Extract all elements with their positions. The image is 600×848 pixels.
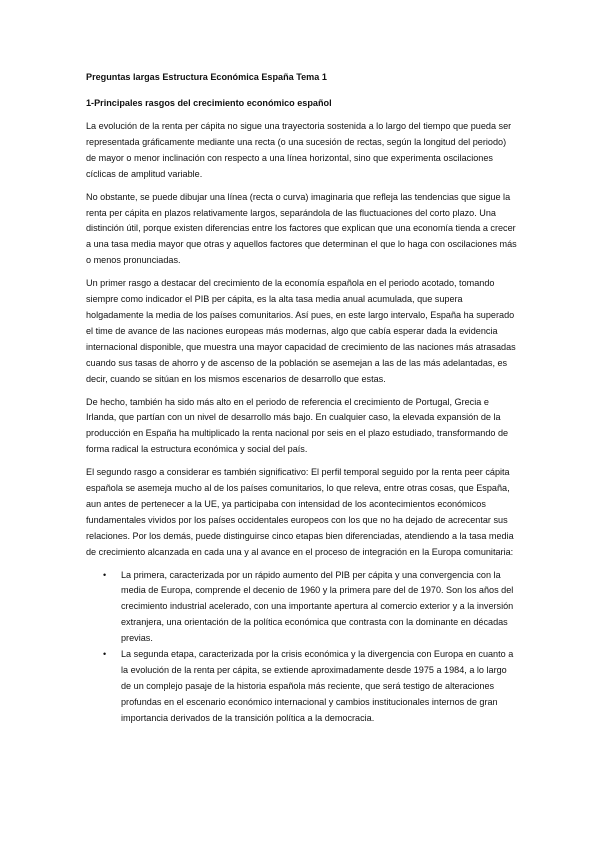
paragraph-1: La evolución de la renta per cápita no sigue una trayectoria sostenida a lo largo del tiempo que pueda ser representada gráficamente mediante una recta (o una sucesión de rectas, según la longitud del periodo) de mayor o menor inclinación con respecto a una línea horizontal, sino que experimenta oscilaciones cíclicas de amplitud variable. (86, 121, 512, 179)
stages-list (86, 568, 518, 727)
document-page (86, 70, 518, 727)
paragraph-5: El segundo rasgo a considerar es también significativo: El perfil temporal seguido por la renta peer cápita española se asemeja mucho al de los países comunitarios, lo que releva, entre otras cosas, que España, aun antes de pertenecer a la UE, ya participaba con intensidad de los acontecimientos económicos fundamentales vividos por los países occidentales europeos con los que no ha dejado de acrecentar sus relaciones. Por los demás, puede distinguirse cinco etapas bien diferenciadas, atendiendo a la tasa media de crecimiento alcanzada en cada una y al avance en el proceso de integración en la Europa comunitaria: (86, 467, 514, 557)
paragraph-4: De hecho, también ha sido más alto en el periodo de referencia el crecimiento de Portugal, Grecia e Irlanda, que partían con un nivel de desarrollo más bajo. En cualquier caso, la elevada expansión de la producción en España ha multiplicado la renta nacional por seis en el plazo estudiado, transformando de forma radical la estructura económica y social del país. (86, 396, 509, 455)
list-item-text: La segunda etapa, caracterizada por la crisis económica y la divergencia con Europa en cuanto a la evolución de la renta per cápita, se extiende aproximadamente desde 1975 a 1984, a lo largo de un complejo pasaje de la historia española más reciente, que será testigo de alteraciones profundas en el escenario económico internacional y cambios institucionales internos de gran importancia derivados de la transición política a la democracia. (121, 649, 514, 723)
list-item-text: La primera, caracterizada por un rápido aumento del PIB per cápita y una convergencia con la media de Europa, comprende el decenio de 1960 y la primera pare del de 1970. Son los años del crecimiento industrial acelerado, con una importante apertura al comercio exterior y a la inversión extranjera, una orientación de la política económica que contrasta con la dominante en décadas previas. (121, 569, 514, 644)
bullet-icon: • (103, 569, 107, 580)
paragraph-3: Un primer rasgo a destacar del crecimiento de la economía española en el periodo acotado, tomando siempre como indicador el PIB per cápita, es la alta tasa media anual acumulada, que supera holgadamente la media de los países comunitarios. Así pues, en este largo intervalo, España ha superado el time de avance de las naciones europeas más modernas, algo que cabía esperar dada la evidencia internacional disponible, que muestra una mayor capacidad de crecimiento de las naciones más atrasadas cuando sus tasas de ahorro y de ascenso de la población se asemejan a las de las más adelantadas, es decir, cuando se sitúan en los mismos escenarios de desarrollo que estas. (86, 278, 516, 384)
paragraph-2: No obstante, se puede dibujar una línea (recta o curva) imaginaria que refleja las tendencias que sigue la renta per cápita en plazos relativamente largos, separándola de las fluctuaciones del corto plazo. Una distinción útil, porque existen diferencias entre los factores que explican que una economía tienda a crecer a una tasa media mayor que otras y aquellos factores que determinan el que lo haga con oscilaciones más o menos pronunciadas. (86, 191, 517, 266)
bullet-icon: • (103, 649, 107, 660)
list-item (86, 647, 518, 727)
section-heading: 1-Principales rasgos del crecimiento económico español (86, 98, 332, 108)
list-item (86, 568, 518, 648)
document-title: Preguntas largas Estructura Económica España Tema 1 (86, 72, 327, 82)
